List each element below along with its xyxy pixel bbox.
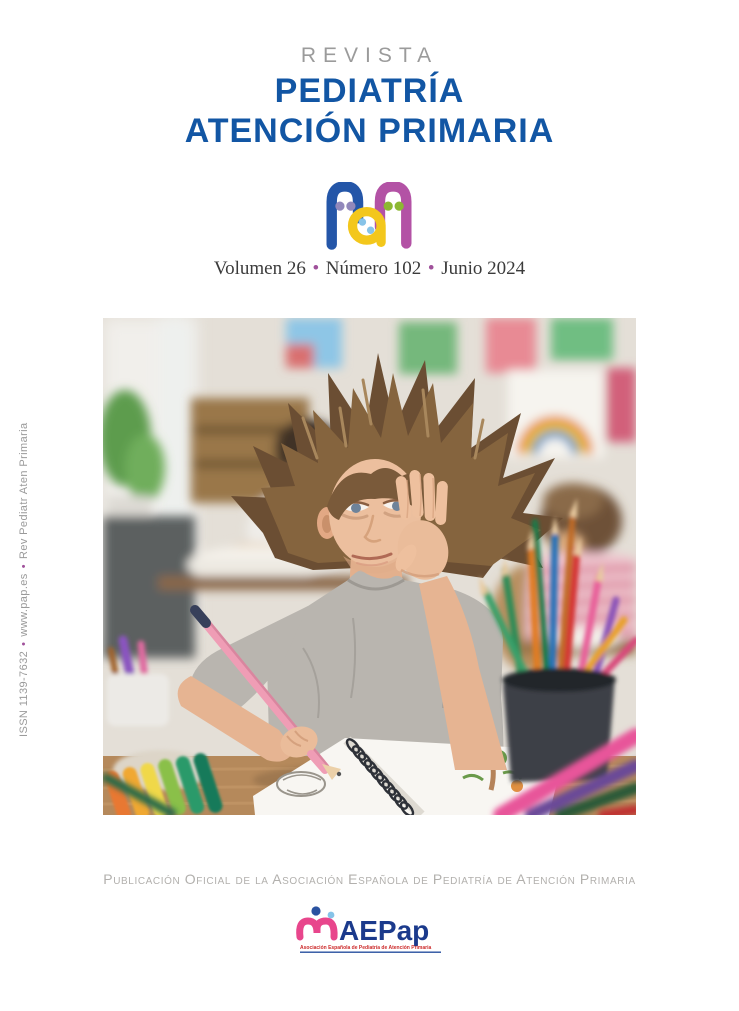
journal-kicker: REVISTA [300,44,439,67]
bullet-separator: • [18,564,30,569]
number-label: Número 102 [325,258,422,279]
aepap-full-name: Asociación Española de Pediatría de Atención Primaria [299,945,431,951]
issue-date-label: Junio 2024 [441,258,526,279]
journal-title-line1: PEDIATRÍA [274,72,465,110]
cover-photo [103,318,636,815]
issue-info-line [0,258,739,280]
aepap-acronym: AEPap [338,915,429,946]
volume-label: Volumen 26 [213,258,306,279]
bullet-separator: • [312,258,319,277]
journal-title-line2: ATENCIÓN PRIMARIA [184,112,555,150]
aepap-logo [0,903,739,960]
pap-journal-logo-icon [326,182,412,250]
bullet-separator: • [428,258,435,277]
aepap-logo-icon [295,903,445,955]
issn-sidebar-text [18,422,30,737]
journal-url: www.pap.es [18,573,30,637]
bullet-separator: • [18,641,30,646]
journal-abbrev: Rev Pediatr Aten Primaria [18,422,30,560]
publication-line: Publicación Oficial de la Asociación Española de Pediatría de Atención Primaria [103,871,636,887]
issn-label: ISSN 1139-7632 [18,650,30,737]
